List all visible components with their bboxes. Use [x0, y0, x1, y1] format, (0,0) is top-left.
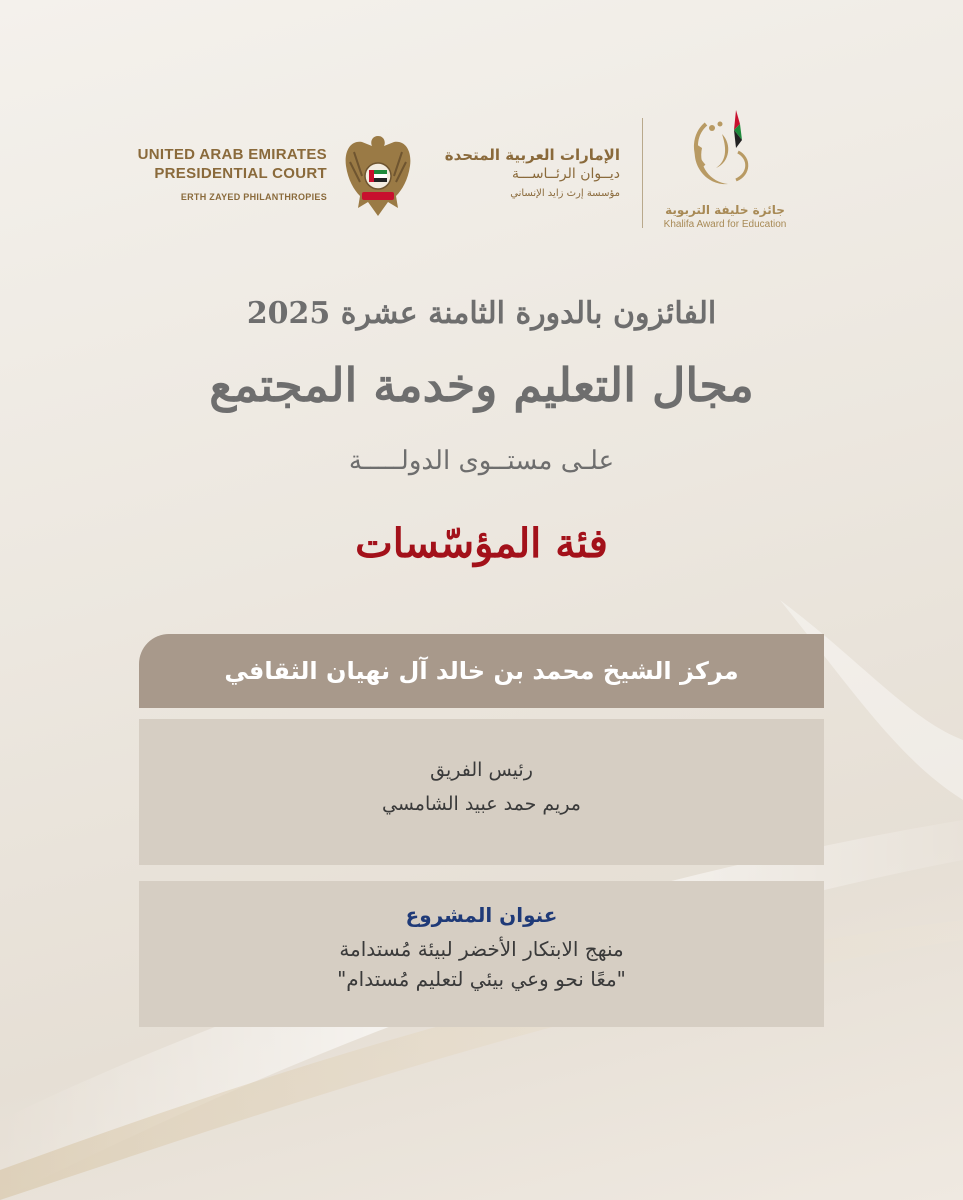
uae-en-line1: UNITED ARAB EMIRATES — [137, 146, 327, 163]
winners-title: الفائزون بالدورة الثامنة عشرة 2025 — [246, 296, 717, 331]
khalifa-award-logo-icon — [676, 104, 768, 196]
uae-en-line3: ERTH ZAYED PHILANTHROPIES — [180, 191, 327, 202]
header-divider — [642, 118, 643, 228]
project-panel — [139, 881, 824, 1027]
uae-ar-line3: مؤسسة إرث زايد الإنساني — [510, 188, 620, 199]
level-subtitle: علـى مستــوى الدولـــــة — [348, 446, 615, 476]
category-title: فئة المؤسّسات — [355, 520, 608, 567]
team-leader-name: مريم حمد عبيد الشامسي — [382, 793, 581, 815]
organization-banner — [139, 634, 824, 708]
team-leader-panel — [139, 719, 824, 865]
khalifa-award-english: Khalifa Award for Education — [663, 219, 787, 230]
uae-en-line2: PRESIDENTIAL COURT — [154, 164, 327, 182]
project-title-label: عنوان المشروع — [405, 903, 558, 927]
team-leader-label: رئيس الفريق — [430, 759, 533, 781]
project-title-line2: "معًا نحو وعي بيئي لتعليم مُستدام" — [337, 967, 626, 991]
organization-name: مركز الشيخ محمد بن خالد آل نهيان الثقافي — [224, 657, 739, 685]
uae-ar-line2: ديــوان الرئــاســـة — [512, 166, 620, 182]
field-title: مجال التعليم وخدمة المجتمع — [209, 358, 754, 412]
khalifa-award-arabic: جائزة خليفة التربوية — [665, 203, 785, 217]
uae-presidential-court-arabic — [424, 146, 620, 199]
uae-presidential-court-english — [130, 146, 327, 203]
project-title-line1: منهج الابتكار الأخضر لبيئة مُستدامة — [339, 937, 624, 961]
uae-ar-line1: الإمارات العربية المتحدة — [444, 146, 620, 164]
uae-eagle-emblem-icon — [340, 132, 416, 222]
